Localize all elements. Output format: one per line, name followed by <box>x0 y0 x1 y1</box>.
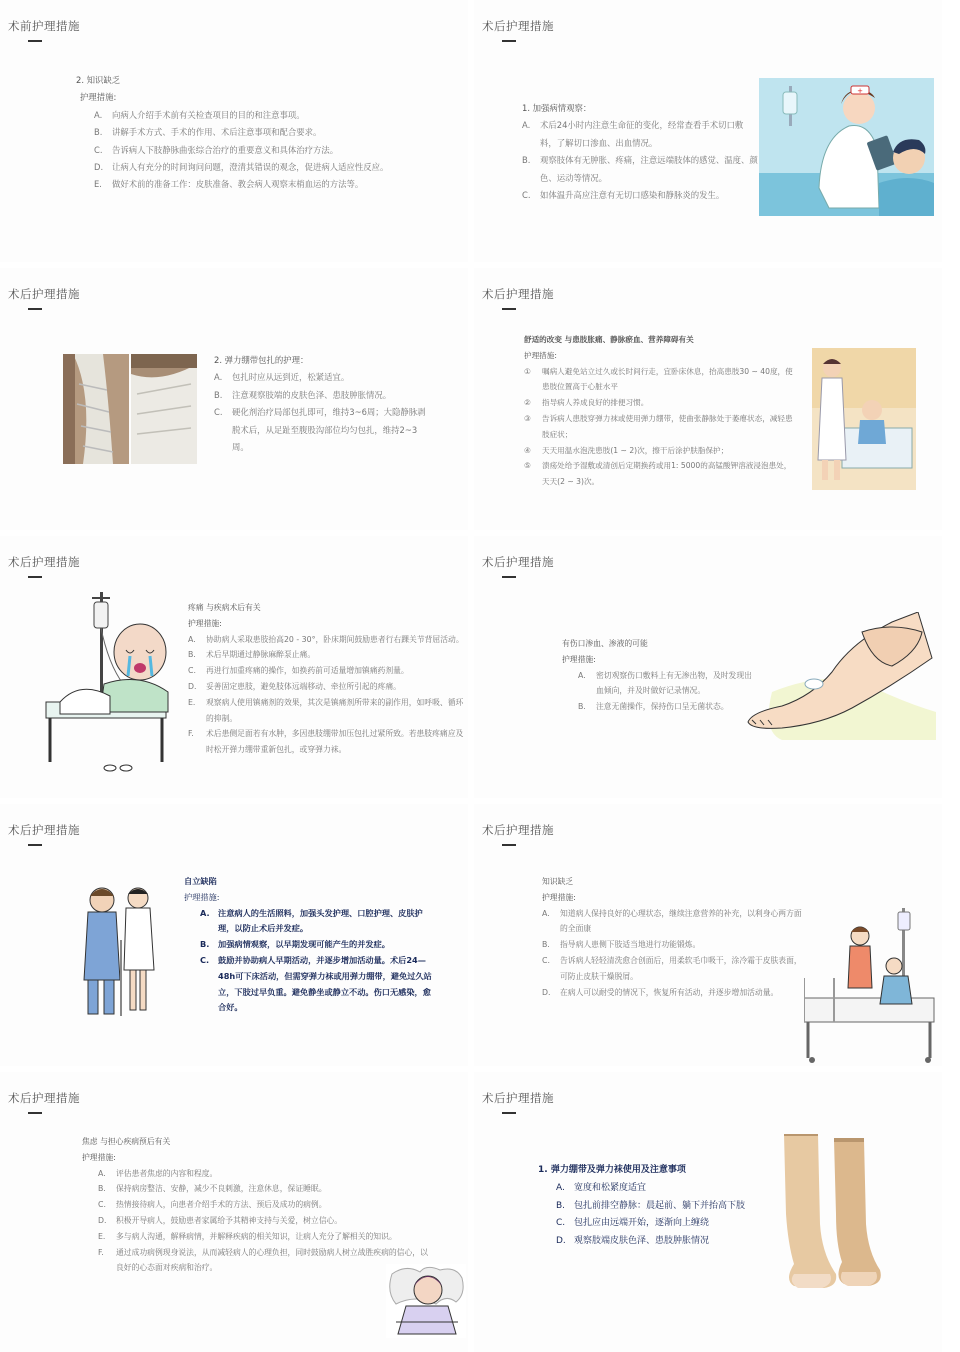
list-item: ① 嘱病人避免站立过久或长时间行走，宜卧床休息，抬高患肢30 ~ 40度，使患肢位置高于心脏水平 <box>524 366 793 392</box>
list-item: B. 包扎前排空静脉：晨起前、躺下并抬高下肢 <box>556 1200 746 1211</box>
slide-10 <box>474 1072 942 1352</box>
list-item: A. 向病人介绍手术前有关检查项目的目的和注意事项。 <box>94 109 305 120</box>
measures-label: 护理措施: <box>82 1152 116 1162</box>
section-heading: 有伤口渗血、渗液的可能 <box>562 639 648 648</box>
slide-body <box>188 600 464 758</box>
slide-8 <box>474 804 942 1066</box>
slide-5 <box>0 536 468 798</box>
title-underline <box>28 576 42 578</box>
slide-title: 术后护理措施 <box>482 1091 554 1105</box>
leg-wound-illustration <box>742 612 936 740</box>
section-heading: 2. 弹力绷带包扎的护理： <box>214 355 309 365</box>
slide-body <box>76 72 456 194</box>
section-heading: 1. 弹力绷带及弹力袜使用及注意事项 <box>538 1165 686 1175</box>
list-item: C. 热情接待病人，向患者介绍手术的方法、预后及成功的病例。 <box>98 1200 327 1210</box>
slide-7 <box>0 804 468 1066</box>
slide-3 <box>0 268 468 530</box>
list-item: A. 包扎时应从远到近，松紧适宜。 <box>214 372 350 383</box>
list-item: A. 宽度和松紧度适宜 <box>556 1182 647 1193</box>
slide-title: 术后护理措施 <box>482 823 554 837</box>
list-item: E. 做好术前的准备工作：皮肤准备、教会病人观察末梢血运的方法等。 <box>94 179 364 190</box>
hospital-bed-illustration <box>804 908 938 1064</box>
section-heading: 疼痛 与疾病术后有关 <box>188 603 261 612</box>
measures-label: 护理措施: <box>80 92 117 103</box>
list-item: D. 积极开导病人，鼓励患者家属给予其精神支持与关爱，树立信心。 <box>98 1215 343 1225</box>
list-item: B. 指导病人患侧下肢适当地进行功能锻炼。 <box>542 940 701 950</box>
slide-title: 术后护理措施 <box>482 19 554 33</box>
list-item: D. 妥善固定患肢，避免肢体远端移动、牵拉所引起的疼痛。 <box>188 681 401 691</box>
measures-label: 护理措施: <box>184 891 220 902</box>
measures-label: 护理措施: <box>524 350 557 360</box>
measures-label: 护理措施: <box>188 618 222 628</box>
compression-stocking-image <box>764 1134 904 1292</box>
list-item: C. 包扎应由远端开始，逐渐向上缠绕 <box>556 1218 710 1229</box>
section-heading: 1. 加强病情观察： <box>522 103 592 113</box>
slide-body <box>542 874 806 1000</box>
slide-9 <box>0 1072 468 1352</box>
slide-1 <box>0 0 468 262</box>
title-underline <box>28 40 42 42</box>
bandaged-leg-photo-2 <box>131 354 197 464</box>
list-item: ④ 天天用温水泡洗患肢(1 ~ 2)次，擦干后涂护肤脂保护； <box>524 445 729 455</box>
title-underline <box>502 844 516 846</box>
list-item: C. 再进行加重疼痛的操作，如换药前可适量增加镇痛药剂量。 <box>188 666 409 676</box>
list-item: C. 告诉病人下肢静脉曲张综合治疗的重要意义和具体治疗方法。 <box>94 144 339 155</box>
slide-body <box>184 874 438 1016</box>
slide-4 <box>474 268 942 530</box>
slide-2 <box>474 0 942 262</box>
list-item: D. 观察肢端皮肤色泽、患肢肿胀情况 <box>556 1236 710 1247</box>
list-item: B. 注意无菌操作，保持伤口呈无菌状态。 <box>578 702 729 712</box>
list-item: ⑤ 溃疡处给予湿敷或清创后定期换药或用1: 5000的高锰酸钾溶液浸泡患处，天天(2 ~ 3)次。 <box>524 461 792 487</box>
bedside-care-illustration <box>812 348 916 490</box>
section-heading: 舒适的改变 与患肢胀痛、静脉瘀血、营养障碍有关 <box>524 335 694 344</box>
list-item: A. 术后24小时内注意生命征的变化，经常查看手术切口敷料，了解切口渗血、出血情况。 <box>522 120 744 148</box>
slide-title: 术后护理措施 <box>482 555 554 569</box>
title-underline <box>502 576 516 578</box>
title-underline <box>28 844 42 846</box>
nurse-patient-illustration <box>759 78 934 216</box>
title-underline <box>502 40 516 42</box>
title-underline <box>502 308 516 310</box>
crying-patient-illustration <box>40 592 176 778</box>
list-item: B. 注意观察肢端的皮肤色泽、患肢肿胀情况。 <box>214 389 392 400</box>
worried-patient-illustration <box>386 1264 466 1338</box>
slide-body <box>562 636 758 715</box>
list-item: B. 保持病房整洁、安静，减少不良刺激，注意休息，保证睡眠。 <box>98 1184 327 1194</box>
slide-body <box>214 352 426 456</box>
list-item: ② 指导病人养成良好的排便习惯。 <box>524 398 649 408</box>
list-item: A. 协助病人采取患肢抬高20 - 30°，卧床期间鼓励患者行右踝关节背屈活动。 <box>188 634 464 644</box>
list-item: C. 如体温升高应注意有无切口感染和静脉炎的发生。 <box>522 190 725 201</box>
list-item: B. 术后早期通过静脉麻醉泵止痛。 <box>188 650 316 660</box>
slide-body <box>522 100 758 204</box>
list-item: A. 注意病人的生活照料，加强头发护理、口腔护理、皮肤护理，以防止术后并发症。 <box>200 907 423 934</box>
list-item: A. 密切观察伤口敷料上有无渗出物，及时发现出血倾向，并及时做好记录情况。 <box>578 670 752 696</box>
slide-body <box>82 1134 432 1276</box>
title-underline <box>502 1112 516 1114</box>
list-item: F. 术后患侧足面若有水肿，多因患肢绷带加压包扎过紧所致。若患肢疼痛应及时松开弹力绷带重新包扎，或穿弹力袜。 <box>188 729 464 755</box>
section-heading: 自立缺陷 <box>184 876 217 886</box>
slide-title: 术后护理措施 <box>482 287 554 301</box>
slide-body <box>524 332 796 490</box>
slide-body <box>538 1162 778 1251</box>
list-item: A. 知道病人保持良好的心理状态，继续注意营养的补充，以利身心两方面的全面康 <box>542 908 802 934</box>
list-item: C. 鼓励并协助病人早期活动，并逐步增加活动量。术后24—48h可下床活动，但需穿弹力袜或用弹力绷带，避免过久站立，下肢过早负重。避免静坐或静立不动。伤口无感染，愈合好。 <box>200 954 432 1013</box>
measures-label: 护理措施: <box>562 654 596 664</box>
walking-assist-illustration <box>80 880 164 1018</box>
list-item: A. 评估患者焦虑的内容和程度。 <box>98 1168 218 1178</box>
slide-6 <box>474 536 942 798</box>
slide-title: 术后护理措施 <box>8 287 80 301</box>
bandaged-leg-photo-1 <box>63 354 129 464</box>
list-item: B. 讲解手术方式、手术的作用、术后注意事项和配合要求。 <box>94 127 322 138</box>
list-item: F. 通过成功病例现身说法，从而减轻病人的心理负担，同时鼓励病人树立战胜疾病的信心，以良好的心态面对疾病和治疗。 <box>98 1247 428 1273</box>
list-item: B. 加强病情观察，以早期发现可能产生的并发症。 <box>200 939 390 950</box>
list-item: E. 观察病人使用镇痛剂的效果，其次是镇痛剂所带来的副作用，如呼吸、循环的抑制。 <box>188 697 464 723</box>
slide-title: 术前护理措施 <box>8 19 80 33</box>
title-underline <box>28 1112 42 1114</box>
list-item: D. 让病人有充分的时间询问问题，澄清其错误的观念，促进病人适应性反应。 <box>94 162 389 173</box>
list-item: ③ 告诉病人患肢穿弹力袜或使用弹力绷带，使曲张静脉处于萎瘪状态，减轻患肢症状； <box>524 413 793 439</box>
list-item: C. 告诉病人轻轻清洗愈合创面后，用柔软毛巾吸干，涂冷霜于皮肤表面，可防止皮肤干燥脱屑。 <box>542 955 802 981</box>
title-underline <box>28 308 42 310</box>
section-heading: 2. 知识缺乏 <box>76 75 121 85</box>
measures-label: 护理措施: <box>542 892 576 902</box>
list-item: B. 观察肢体有无肿胀、疼痛，注意远端肢体的感觉、温度、颜色、运动等情况。 <box>522 155 758 183</box>
list-item: C. 硬化剂治疗局部包扎即可，维持3~6周；大隐静脉剥脱术后，从足趾至腹股沟部位均匀包扎，维持2~3周。 <box>214 407 426 453</box>
svg-text:+: + <box>857 87 863 95</box>
slide-title: 术后护理措施 <box>8 1091 80 1105</box>
slide-title: 术后护理措施 <box>8 823 80 837</box>
list-item: D. 在病人可以耐受的情况下，恢复所有活动，并逐步增加活动量。 <box>542 987 779 997</box>
list-item: E. 多与病人沟通，解释病情，并解释疾病的相关知识，让病人充分了解相关的知识。 <box>98 1231 397 1241</box>
section-heading: 焦虑 与担心疾病预后有关 <box>82 1137 171 1146</box>
slide-title: 术后护理措施 <box>8 555 80 569</box>
section-heading: 知识缺乏 <box>542 877 574 886</box>
